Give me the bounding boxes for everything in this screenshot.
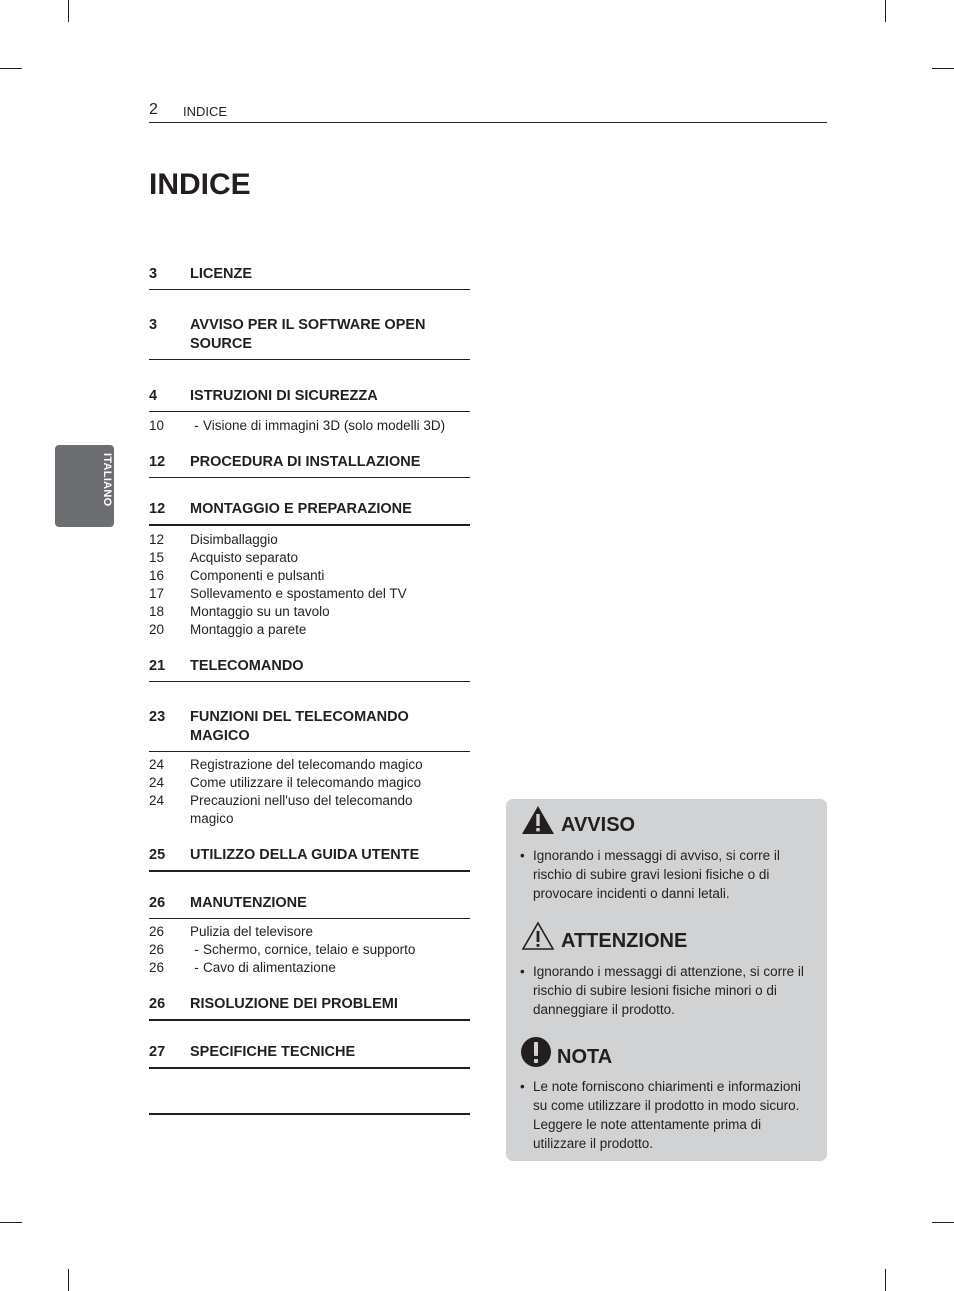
toc-title: MANUTENZIONE bbox=[190, 895, 307, 911]
toc-dash: - bbox=[194, 418, 199, 433]
toc-page: 27 bbox=[149, 1044, 166, 1060]
crop-mark bbox=[0, 1222, 22, 1223]
toc-section[interactable] bbox=[149, 387, 470, 412]
language-tab bbox=[55, 445, 114, 527]
nota-title: NOTA bbox=[557, 1046, 613, 1068]
toc-subitem[interactable] bbox=[149, 603, 470, 621]
toc-page: 26 bbox=[149, 996, 166, 1012]
toc-page: 26 bbox=[149, 960, 165, 975]
info-exclamation-icon bbox=[520, 1036, 552, 1068]
attenzione-message: Ignorando i messaggi di attenzione, si corre il rischio di subire lesioni fisiche minori o di danneggiare il prodotto. bbox=[533, 964, 804, 1017]
toc-title: UTILIZZO DELLA GUIDA UTENTE bbox=[190, 847, 420, 863]
toc-section[interactable] bbox=[149, 265, 470, 290]
toc-title: ISTRUZIONI DI SICUREZZA bbox=[190, 388, 378, 404]
toc-page: 24 bbox=[149, 757, 165, 772]
toc-subtitle: Visione di immagini 3D (solo modelli 3D) bbox=[203, 418, 446, 433]
attenzione-text bbox=[520, 962, 816, 1019]
toc-subtitle: Pulizia del televisore bbox=[190, 924, 314, 939]
crop-mark bbox=[932, 1222, 954, 1223]
toc-page: 21 bbox=[149, 658, 166, 674]
toc-subitem[interactable] bbox=[149, 959, 470, 977]
table-of-contents bbox=[149, 265, 470, 1115]
toc-subtitle: Registrazione del telecomando magico bbox=[190, 757, 423, 772]
toc-page: 26 bbox=[149, 895, 166, 911]
toc-subitem[interactable] bbox=[149, 549, 470, 567]
bullet: • bbox=[520, 848, 525, 863]
language-tab-label: ITALIANO bbox=[101, 453, 113, 507]
toc-page: 24 bbox=[149, 775, 165, 790]
crop-mark bbox=[0, 68, 22, 69]
crop-mark bbox=[932, 68, 954, 69]
toc-subitem[interactable] bbox=[149, 756, 470, 774]
toc-title: LICENZE bbox=[190, 266, 253, 282]
toc-page: 18 bbox=[149, 604, 165, 619]
toc-subitem[interactable] bbox=[149, 792, 470, 828]
toc-page: 17 bbox=[149, 586, 165, 601]
toc-page: 12 bbox=[149, 532, 165, 547]
toc-title: RISOLUZIONE DEI PROBLEMI bbox=[190, 996, 398, 1012]
bullet: • bbox=[520, 1079, 525, 1094]
toc-subitem[interactable] bbox=[149, 585, 470, 603]
toc-subitem[interactable] bbox=[149, 567, 470, 585]
toc-subtitle: Come utilizzare il telecomando magico bbox=[190, 775, 422, 790]
toc-subtitle: Montaggio su un tavolo bbox=[190, 604, 330, 619]
toc-subtitle: Cavo di alimentazione bbox=[203, 960, 336, 975]
toc-page: 24 bbox=[149, 793, 165, 808]
toc-subtitle: Precauzioni nell'uso del telecomando magico bbox=[190, 793, 413, 826]
toc-page: 15 bbox=[149, 550, 165, 565]
avviso-text bbox=[520, 846, 816, 903]
toc-dash: - bbox=[194, 942, 199, 957]
attenzione-title: ATTENZIONE bbox=[561, 930, 688, 952]
crop-mark bbox=[68, 0, 69, 22]
toc-page: 26 bbox=[149, 924, 165, 939]
toc-page: 12 bbox=[149, 454, 166, 470]
bullet: • bbox=[520, 964, 525, 979]
toc-subitem[interactable] bbox=[149, 774, 470, 792]
nota-heading bbox=[520, 1034, 612, 1069]
toc-title: AVVISO PER IL SOFTWARE OPEN SOURCE bbox=[190, 317, 426, 352]
toc-subitem[interactable] bbox=[149, 417, 470, 435]
toc-end-rule bbox=[149, 1069, 470, 1115]
avviso-message: Ignorando i messaggi di avviso, si corre il rischio di subire gravi lesioni fisiche o di provocare incidenti o danni letali. bbox=[533, 848, 780, 901]
toc-section[interactable] bbox=[149, 1043, 470, 1069]
toc-subtitle: Sollevamento e spostamento del TV bbox=[190, 586, 407, 601]
crop-mark bbox=[885, 0, 886, 22]
toc-section[interactable] bbox=[149, 846, 470, 872]
toc-section[interactable] bbox=[149, 894, 470, 919]
crop-mark bbox=[68, 1269, 69, 1291]
toc-page: 4 bbox=[149, 388, 158, 404]
toc-subitem[interactable] bbox=[149, 621, 470, 639]
toc-page: 10 bbox=[149, 418, 165, 433]
toc-title: FUNZIONI DEL TELECOMANDO MAGICO bbox=[190, 709, 409, 744]
toc-title: MONTAGGIO E PREPARAZIONE bbox=[190, 501, 412, 517]
page-number: 2 bbox=[149, 101, 158, 118]
toc-subtitle: Componenti e pulsanti bbox=[190, 568, 325, 583]
notice-box bbox=[506, 799, 827, 1161]
toc-page: 16 bbox=[149, 568, 165, 583]
toc-title: PROCEDURA DI INSTALLAZIONE bbox=[190, 454, 421, 470]
toc-title: TELECOMANDO bbox=[190, 658, 304, 674]
toc-subtitle: Disimballaggio bbox=[190, 532, 278, 547]
toc-subtitle: Schermo, cornice, telaio e supporto bbox=[203, 942, 416, 957]
nota-message: Le note forniscono chiarimenti e informazioni su come utilizzare il prodotto in modo sicuro. Leggere le note attentamente prima di utilizzare il prodotto. bbox=[533, 1079, 801, 1151]
toc-page: 12 bbox=[149, 501, 166, 517]
toc-section[interactable] bbox=[149, 453, 470, 478]
crop-mark bbox=[885, 1269, 886, 1291]
toc-page: 23 bbox=[149, 709, 166, 725]
toc-title: SPECIFICHE TECNICHE bbox=[190, 1044, 356, 1060]
toc-section[interactable] bbox=[149, 708, 470, 752]
toc-section[interactable] bbox=[149, 657, 470, 682]
toc-subitem[interactable] bbox=[149, 941, 470, 959]
toc-subtitle: Montaggio a parete bbox=[190, 622, 307, 637]
nota-text bbox=[520, 1077, 816, 1153]
warning-outline-icon bbox=[520, 920, 556, 952]
toc-page: 3 bbox=[149, 266, 158, 282]
attenzione-heading bbox=[520, 918, 687, 953]
toc-subitem[interactable] bbox=[149, 923, 470, 941]
toc-section[interactable] bbox=[149, 995, 470, 1021]
toc-section[interactable] bbox=[149, 500, 470, 526]
toc-page: 3 bbox=[149, 317, 158, 333]
toc-page: 25 bbox=[149, 847, 166, 863]
toc-dash: - bbox=[194, 960, 199, 975]
toc-page: 20 bbox=[149, 622, 165, 637]
running-header bbox=[149, 100, 827, 123]
header-title: INDICE bbox=[183, 104, 228, 119]
avviso-heading bbox=[520, 802, 635, 837]
toc-subtitle: Acquisto separato bbox=[190, 550, 299, 565]
page-title: INDICE bbox=[149, 168, 251, 201]
warning-filled-icon bbox=[520, 804, 556, 836]
toc-page: 26 bbox=[149, 942, 165, 957]
avviso-title: AVVISO bbox=[561, 814, 636, 836]
toc-section[interactable] bbox=[149, 316, 470, 360]
toc-subitem[interactable] bbox=[149, 531, 470, 549]
